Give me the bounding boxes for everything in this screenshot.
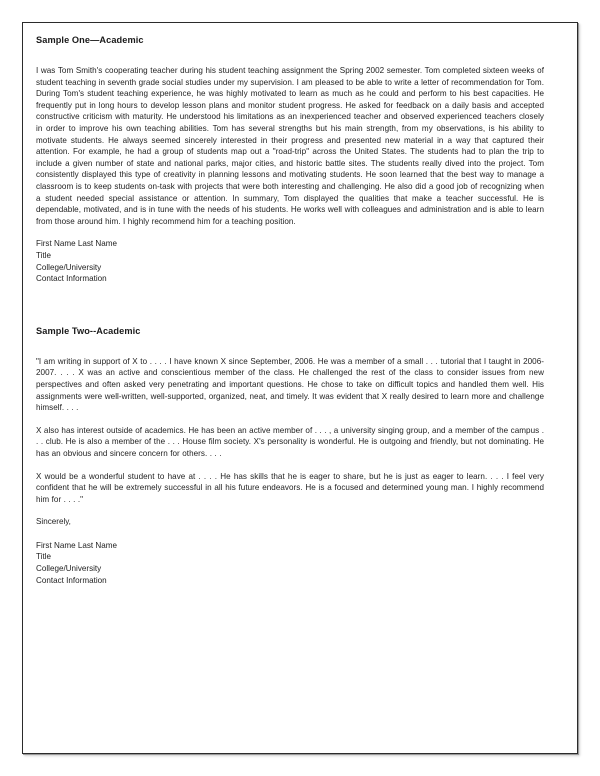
signature-contact: Contact Information <box>36 274 107 284</box>
spacer <box>36 285 544 326</box>
signature-contact: Contact Information <box>36 575 107 585</box>
document-content <box>36 35 544 735</box>
sample-two-signature-block <box>36 540 544 586</box>
sample-two-paragraph-1: "I am writing in support of X to . . . . I have known X since September, 2006. He was a member of a small . . . tutorial that I taught in 2006-2007. . . . X was an active and conscientious member of the class. He challenged the rest of the class to consider issues from new perspectives and often asked very penetrating and important questions. He chose to take on difficult topics and handled them well. His assignments were well-written, well-supported, organized, neat, and timely. It was evident that X really desired to learn more and challenge himself. . . . <box>36 356 544 413</box>
spacer <box>36 227 544 238</box>
letter-sample-one <box>36 35 544 285</box>
document-sheet <box>22 22 578 754</box>
signature-name: First Name Last Name <box>36 239 117 249</box>
signature-institution: College/University <box>36 564 102 574</box>
sample-one-heading: Sample One—Academic <box>36 35 144 45</box>
spacer <box>36 528 544 540</box>
signature-name: First Name Last Name <box>36 540 117 550</box>
spacer <box>36 414 544 425</box>
sample-two-heading: Sample Two--Academic <box>36 325 141 336</box>
letter-sample-two <box>36 326 544 587</box>
sample-two-closing: Sincerely, <box>36 517 71 527</box>
sample-one-paragraph-1: I was Tom Smith's cooperating teacher during his student teaching assignment the Spring 2002 semester. Tom completed sixteen weeks of student teaching in seventh grade social studies under my supervision. I am pleased to be able to write a letter of recommendation for Tom. During Tom's student teaching experience, he was highly motivated to learn as much as he could and perform to his best capacities. He frequently put in long hours to develop lesson plans and monitor student progress. He asked for feedback on a daily basis and accepted constructive criticism with maturity. He understood his limitations as an inexperienced teacher and observed experienced teachers closely in order to improve his own teaching abilities. Tom has several strengths but his main strength, from my observations, is his ability to motivate students. He always seemed sincerely interested in their progress and presented new material in a way that captured their attention. For example, he had a group of students map out a "road-trip" across the United States. The students had to plan the trip to include a given number of state and national parks, major cities, and historic battle sites. The students really dived into the project. Tom consistently displayed this type of creativity in planning lessons and motivating students. He soon learned that the best way to manage a classroom is to keep students on-task with projects that were both interesting and challenging. He also did a good job of recognizing when a student needed special assistance or attention. In summary, Tom displayed the qualities that make a teacher successful. He is dependable, motivated, and is in tune with the needs of his students. He works well with colleagues and administration and is able to learn from those around him. I highly recommend him for a teaching position. <box>36 66 544 226</box>
spacer <box>36 337 544 356</box>
sample-two-paragraph-3: X would be a wonderful student to have at . . . . He has skills that he is eager to share, but he is just as eager to learn. . . . I feel very confident that he will be extremely successful in all his future endeavors. He is a focused and determined young man. I highly recommend him for . . . ." <box>36 471 544 504</box>
spacer <box>36 46 544 65</box>
spacer <box>36 505 544 516</box>
signature-title: Title <box>36 552 51 562</box>
sample-two-paragraph-2: X also has interest outside of academics. He has been an active member of . . . , a university singing group, and a member of the campus . . . club. He is also a member of the . . . House film society. X's personality is wonderful. He is outgoing and friendly, but not dominating. He has an obvious and sincere concern for others. . . . <box>36 425 544 458</box>
signature-institution: College/University <box>36 262 102 272</box>
sample-one-signature-block <box>36 238 544 284</box>
spacer <box>36 460 544 471</box>
signature-title: Title <box>36 250 51 260</box>
